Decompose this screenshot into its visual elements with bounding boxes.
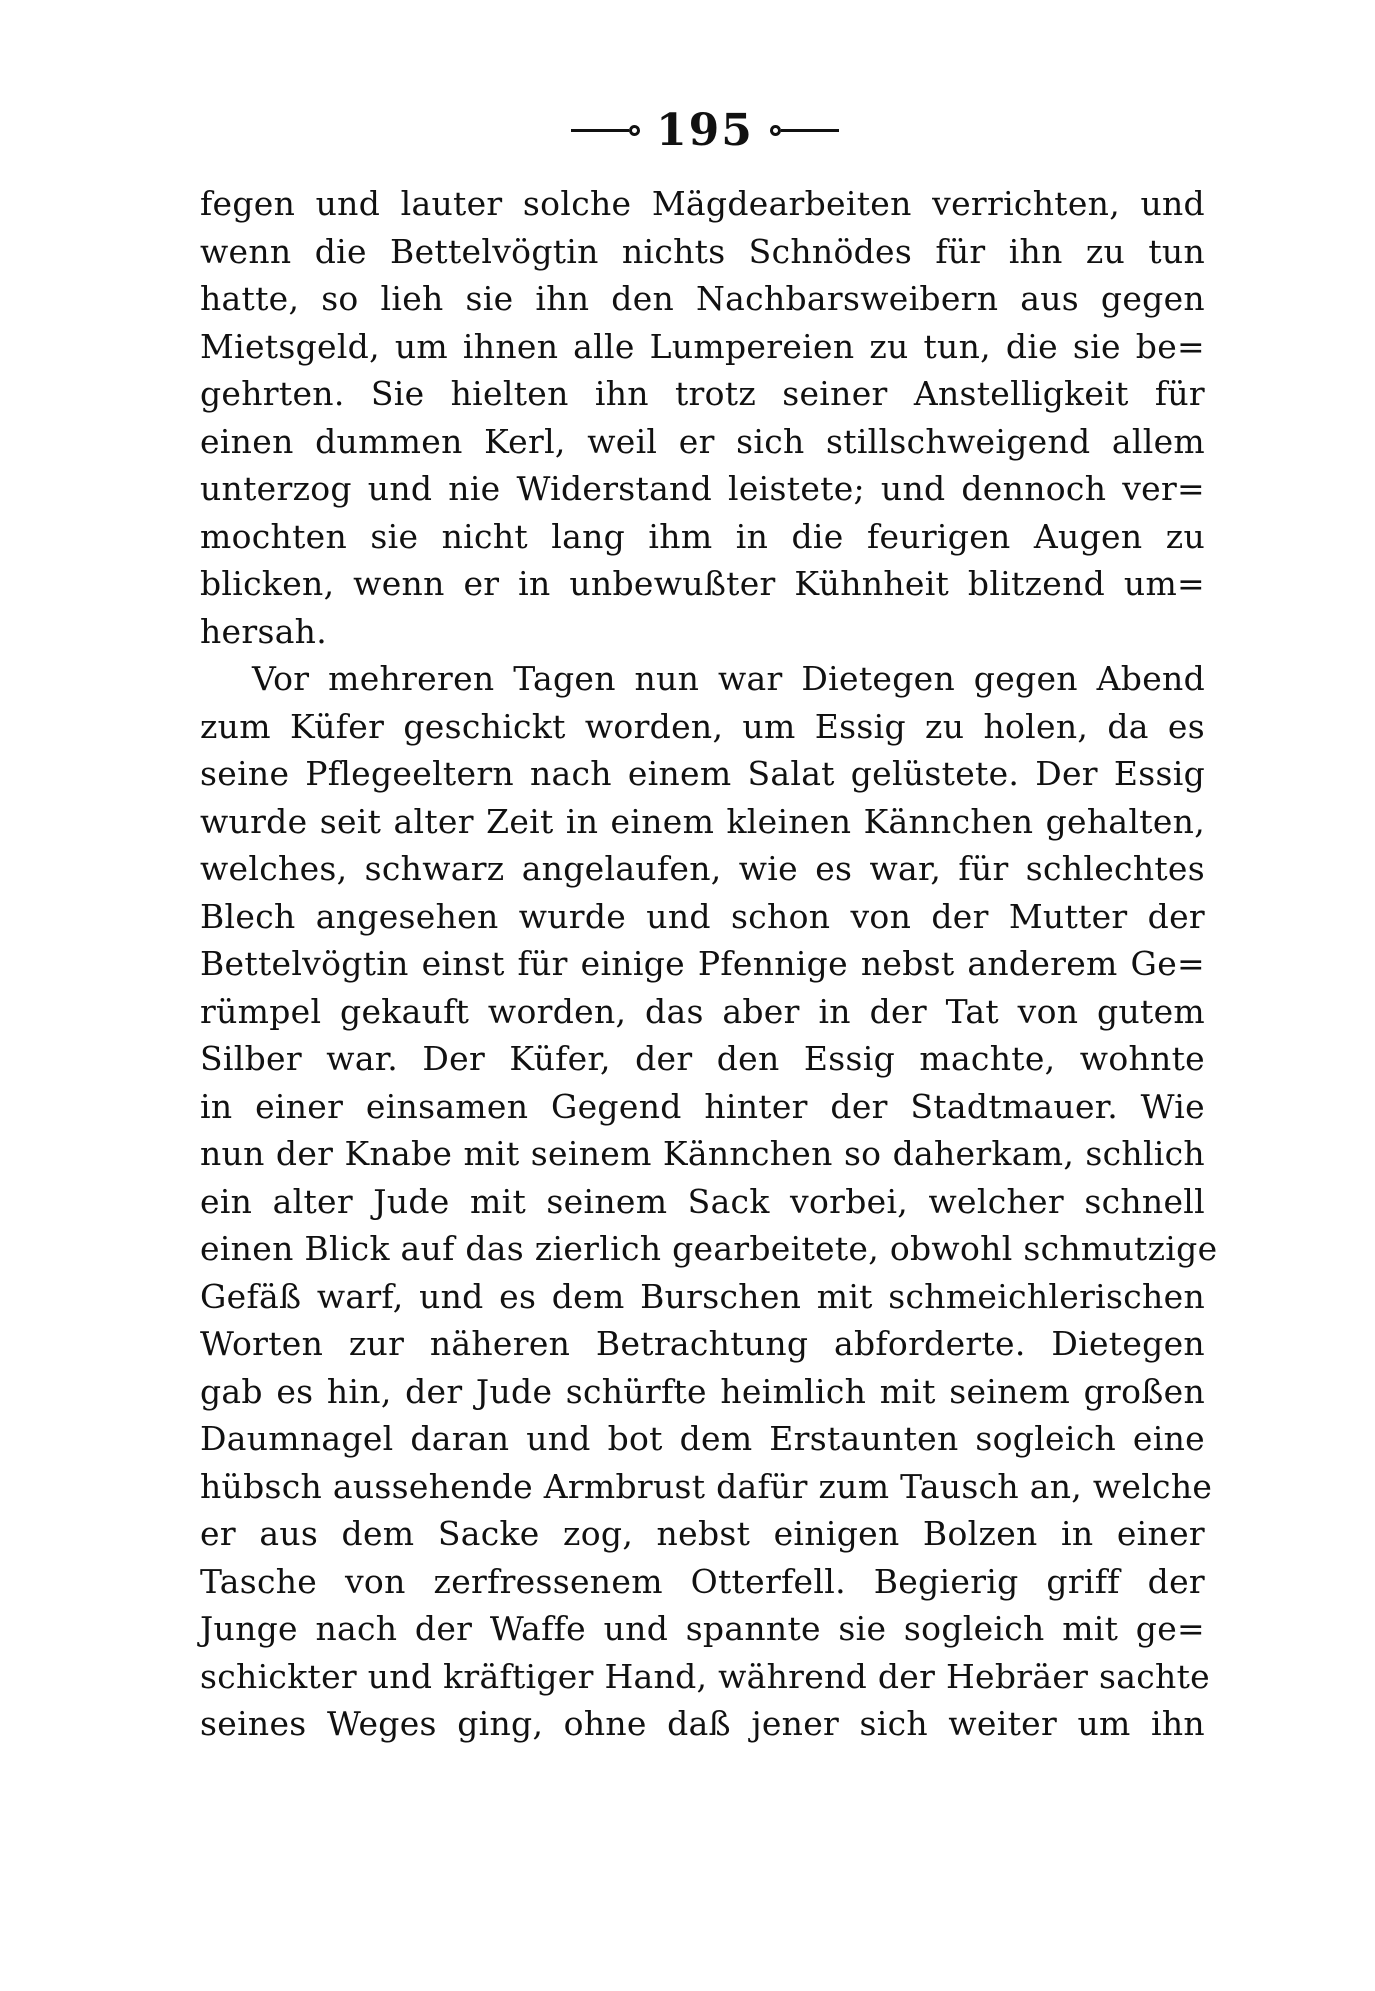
text-line: in einer einsamen Gegend hinter der Stadtmauer. Wie	[200, 1086, 1205, 1126]
text-line: Blech angesehen wurde und schon von der Mutter der	[200, 896, 1205, 936]
text-line: seines Weges ging, ohne daß jener sich weiter um ihn	[200, 1704, 1205, 1743]
page-number: 195	[656, 104, 754, 156]
ornament-right-icon	[770, 125, 839, 136]
body-text	[200, 180, 1218, 1748]
text-line: Vor mehreren Tagen nun war Dietegen gegen Abend	[252, 659, 1205, 698]
text-line: Junge nach der Waffe und spannte sie sogleich mit ge=	[200, 1609, 1205, 1648]
text-line: zum Küfer geschickt worden, um Essig zu holen, da es	[200, 706, 1205, 746]
text-line: Mietsgeld, um ihnen alle Lumpereien zu tun, die sie be=	[200, 326, 1205, 366]
text-line: wurde seit alter Zeit in einem kleinen Kännchen gehalten,	[200, 801, 1205, 841]
ornament-left-icon	[571, 125, 640, 136]
text-line: hübsch aussehende Armbrust dafür zum Tausch an, welche	[200, 1466, 1213, 1506]
text-line: er aus dem Sacke zog, nebst einigen Bolzen in einer	[200, 1514, 1205, 1553]
text-line: rümpel gekauft worden, das aber in der Tat von gutem	[200, 991, 1205, 1031]
text-line: einen dummen Kerl, weil er sich stillschweigend allem	[200, 421, 1205, 461]
text-line: schickter und kräftiger Hand, während der Hebräer sachte	[200, 1656, 1210, 1696]
text-line: blicken, wenn er in unbewußter Kühnheit blitzend um=	[200, 564, 1205, 603]
text-line: Tasche von zerfressenem Otterfell. Begierig griff der	[200, 1561, 1205, 1601]
text-line: welches, schwarz angelaufen, wie es war, für schlechtes	[200, 849, 1205, 888]
text-line: Daumnagel daran und bot dem Erstaunten sogleich eine	[200, 1419, 1205, 1458]
text-line: gab es hin, der Jude schürfte heimlich mit seinem großen	[200, 1371, 1205, 1411]
text-line: seine Pflegeeltern nach einem Salat gelüstete. Der Essig	[200, 754, 1205, 793]
text-line: hatte, so lieh sie ihn den Nachbarsweibern aus gegen	[200, 279, 1205, 318]
text-line: mochten sie nicht lang ihm in die feurigen Augen zu	[200, 516, 1205, 556]
text-line: ein alter Jude mit seinem Sack vorbei, welcher schnell	[200, 1181, 1205, 1221]
text-line: einen Blick auf das zierlich gearbeitete, obwohl schmutzige	[200, 1229, 1218, 1268]
page-header	[520, 100, 890, 160]
text-line: unterzog und nie Widerstand leistete; und dennoch ver=	[200, 469, 1205, 508]
text-line: gehrten. Sie hielten ihn trotz seiner Anstelligkeit für	[200, 374, 1205, 413]
text-line: nun der Knabe mit seinem Kännchen so daherkam, schlich	[200, 1134, 1205, 1173]
text-line: fegen und lauter solche Mägdearbeiten verrichten, und	[200, 184, 1205, 223]
text-line: wenn die Bettelvögtin nichts Schnödes für ihn zu tun	[200, 231, 1205, 271]
text-line: Bettelvögtin einst für einige Pfennige nebst anderem Ge=	[200, 944, 1205, 983]
text-line: Silber war. Der Küfer, der den Essig machte, wohnte	[200, 1039, 1205, 1078]
text-line: hersah.	[200, 611, 328, 651]
text-line: Worten zur näheren Betrachtung abforderte. Dietegen	[200, 1324, 1205, 1363]
text-line: Gefäß warf, und es dem Burschen mit schmeichlerischen	[200, 1276, 1205, 1316]
